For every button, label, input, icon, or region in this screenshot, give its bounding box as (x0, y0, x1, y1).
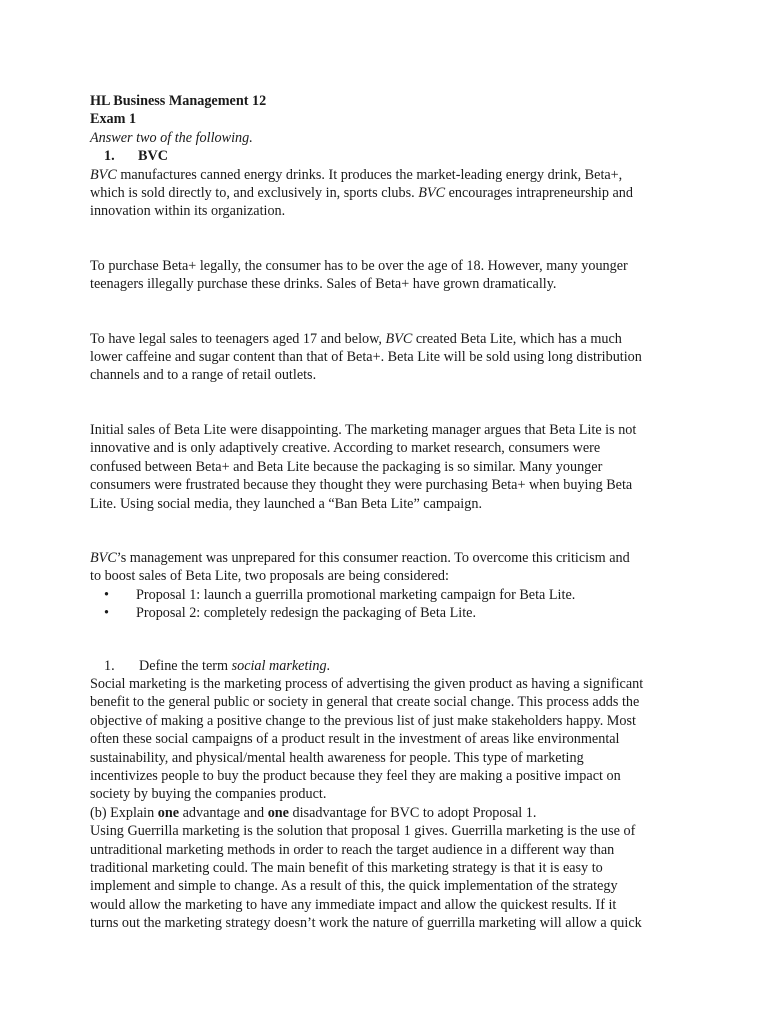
answer-b (90, 822, 690, 932)
text-line: traditional marketing could. The main benefit of this marketing strategy is that it is easy to (90, 860, 603, 876)
text-line: to boost sales of Beta Lite, two proposals are being considered: (90, 568, 449, 585)
case-paragraph-3 (90, 330, 690, 385)
text-line: benefit to the general public or society in general that create social change. This process adds the (90, 694, 640, 711)
case-paragraph-2 (90, 257, 690, 294)
case-paragraph-5 (90, 549, 690, 623)
question-text: Define the term (139, 657, 232, 674)
proposal-text: Proposal 2: completely redesign the packaging of Beta Lite. (136, 605, 477, 622)
question-text: . (326, 657, 331, 674)
exam-title: Exam 1 (90, 111, 137, 128)
text-line: turns out the marketing strategy doesn’t work the nature of guerrilla marketing will allow a quick (90, 915, 642, 932)
case-number: 1. (104, 148, 115, 165)
company-name: BVC (90, 549, 117, 566)
instruction: Answer two of the following. (90, 129, 253, 146)
proposal-item (90, 604, 690, 622)
question-1 (90, 657, 690, 675)
text-line: Using Guerrilla marketing is the solution that proposal 1 gives. Guerrilla marketing is the use of (90, 823, 636, 840)
question-term: social marketing (231, 657, 327, 674)
text-line: incentivizes people to buy the product because they feel they are making a positive impact on (90, 767, 621, 784)
case-paragraph-4 (90, 421, 690, 513)
answer-1 (90, 675, 690, 804)
text-line: innovation within its organization. (90, 203, 286, 220)
text-line: Lite. Using social media, they launched a “Ban Beta Lite” campaign. (90, 495, 482, 512)
company-name: BVC (385, 330, 413, 347)
course-title: HL Business Management 12 (90, 93, 267, 109)
text-line: ’s management was unprepared for this consumer reaction. To overcome this criticism and (116, 549, 630, 566)
text-line: manufactures canned energy drinks. It produces the market-leading energy drink, Beta+, (116, 166, 623, 183)
text-line: would allow the marketing to have any immediate impact and allow the quickest results. If it (90, 896, 617, 913)
question-number: 1. (104, 657, 115, 674)
proposal-item (90, 586, 690, 604)
company-name: BVC (90, 166, 117, 183)
bullet-icon: • (104, 605, 109, 622)
document-page (90, 92, 690, 933)
text-line: society by buying the companies product. (90, 786, 327, 803)
proposal-text: Proposal 1: launch a guerrilla promotional marketing campaign for Beta Lite. (136, 586, 576, 603)
bullet-icon: • (104, 586, 109, 603)
text-line: consumers were frustrated because they thought they were purchasing Beta+ when buying Beta (90, 477, 633, 494)
case-title: BVC (138, 148, 168, 165)
company-name: BVC (418, 185, 446, 202)
text-line: often these social campaigns of a product result in the investment of areas like environmental (90, 731, 620, 748)
text-line: objective of making a positive change to the previous list of just make stakeholders happy. Most (90, 712, 636, 729)
text-line: innovative and is only adaptively creative. According to market research, consumers were (90, 440, 601, 457)
text-line: untraditional marketing methods in order to reach the target audience in a different way than (90, 841, 615, 858)
text-line: encourages intrapreneurship and (445, 185, 633, 202)
text-line: To purchase Beta+ legally, the consumer has to be over the age of 18. However, many younger (90, 257, 628, 274)
emphasis: one (157, 804, 180, 821)
case-paragraph-1 (90, 166, 690, 221)
text-line: which is sold directly to, and exclusively in, sports clubs. (90, 185, 419, 202)
text-line: created Beta Lite, which has a much (412, 330, 622, 347)
text-line: lower caffeine and sugar content than that of Beta+. Beta Lite will be sold using long distribution (90, 349, 642, 366)
text-line: sustainability, and physical/mental health awareness for people. This type of marketing (90, 749, 584, 766)
question-text: (b) Explain (90, 804, 158, 821)
emphasis: one (267, 804, 289, 821)
text-line: channels and to a range of retail outlets. (90, 367, 317, 384)
case-heading (90, 147, 690, 165)
text-line: Initial sales of Beta Lite were disappointing. The marketing manager argues that Beta Lite is not (90, 421, 637, 438)
text-line: Social marketing is the marketing process of advertising the given product as having a significant (90, 675, 644, 692)
text-line: teenagers illegally purchase these drinks. Sales of Beta+ have grown dramatically. (90, 276, 557, 293)
question-text: disadvantage for BVC to adopt Proposal 1. (288, 804, 537, 821)
text-line: confused between Beta+ and Beta Lite because the packaging is so similar. Many younger (90, 458, 603, 475)
text-line: To have legal sales to teenagers aged 17 and below, (90, 330, 386, 347)
question-text: advantage and (179, 804, 268, 821)
text-line: implement and simple to change. As a result of this, the quick implementation of the strategy (90, 878, 618, 895)
question-b (90, 804, 690, 822)
